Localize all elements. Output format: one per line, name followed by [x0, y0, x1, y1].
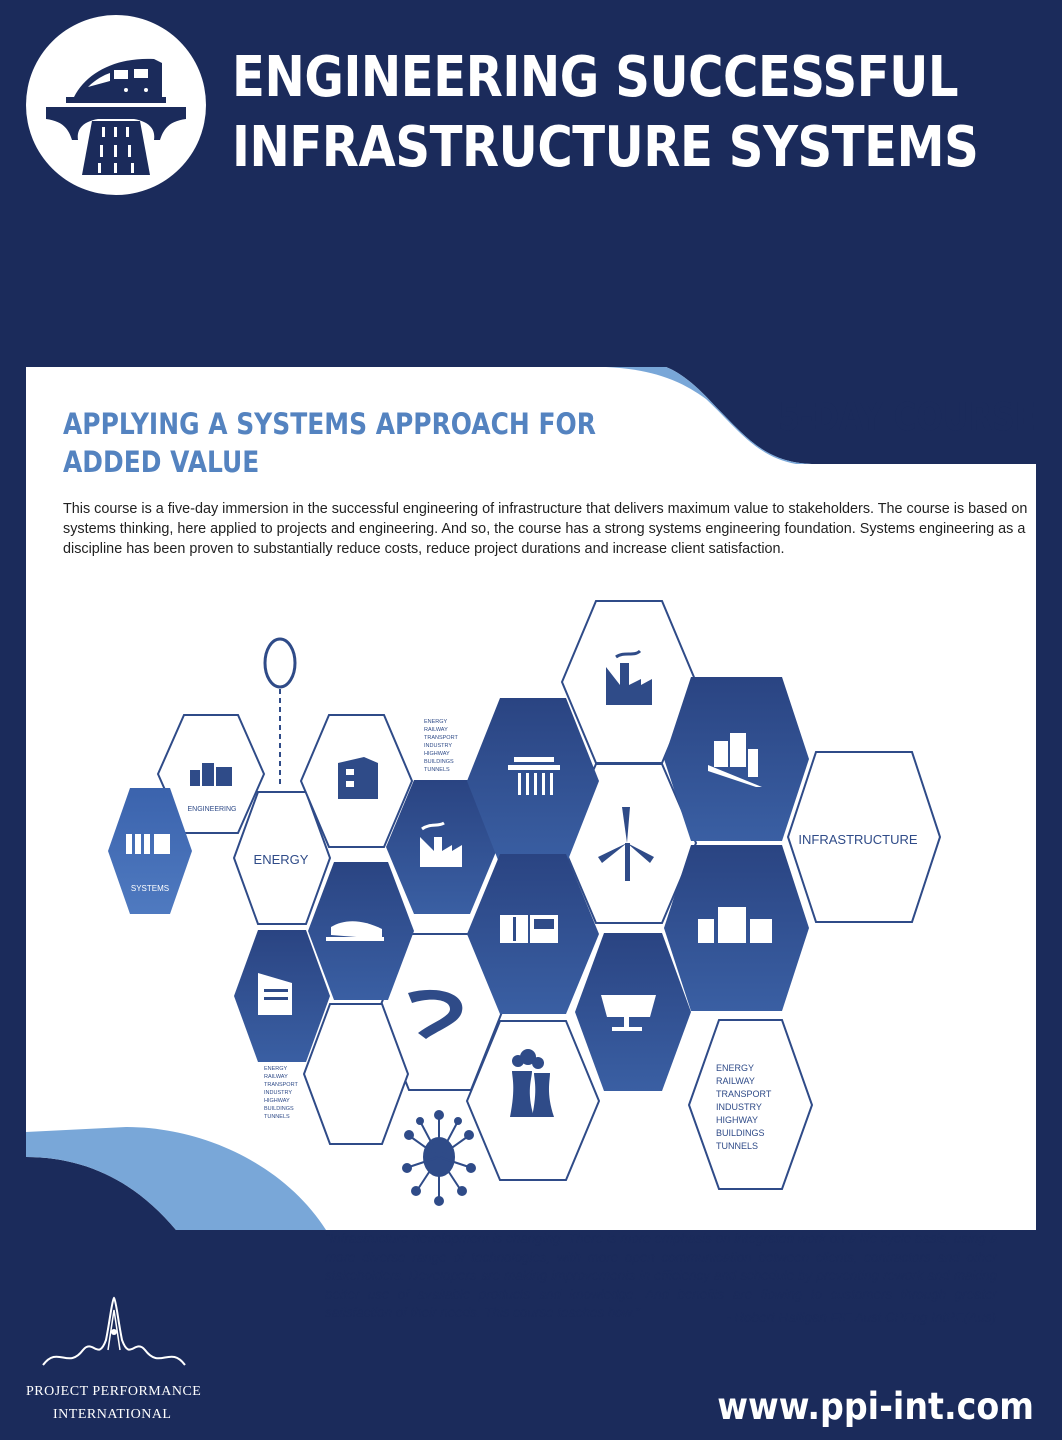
sector-item: TRANSPORT	[424, 735, 458, 741]
sector-item: TRANSPORT	[716, 1089, 772, 1099]
sector-item: BUILDINGS	[424, 759, 454, 765]
infrastructure-hexagon-diagram	[26, 367, 1036, 1230]
network-icon	[403, 1111, 475, 1205]
label-energy: ENERGY	[253, 852, 309, 867]
org-name-line-2: INTERNATIONAL	[53, 1407, 172, 1422]
course-length-label: 5-DAY COURSE	[778, 395, 1036, 439]
label-systems: SYSTEMS	[130, 884, 170, 893]
sector-list-top	[424, 719, 458, 773]
sector-item: INDUSTRY	[716, 1102, 762, 1112]
sector-item: TUNNELS	[264, 1114, 290, 1120]
building-icon	[338, 757, 378, 799]
sector-item: INDUSTRY	[424, 743, 453, 749]
sector-item: BUILDINGS	[264, 1106, 294, 1112]
sector-item: HIGHWAY	[264, 1098, 290, 1104]
sector-item: BUILDINGS	[716, 1128, 765, 1138]
sector-item: HIGHWAY	[424, 751, 450, 757]
sector-item: RAILWAY	[264, 1074, 288, 1080]
sector-item: ENERGY	[264, 1066, 288, 1072]
sector-item: RAILWAY	[716, 1076, 755, 1086]
sector-list-left	[264, 1066, 298, 1120]
sector-item: ENERGY	[424, 719, 448, 725]
label-infrastructure: INFRASTRUCTURE	[798, 832, 918, 847]
quote-author: - Robert Halligan FIE Aust CPEng IntPE(Aus)	[726, 1310, 996, 1325]
sector-item: TUNNELS	[716, 1141, 759, 1151]
sector-item: ENERGY	[716, 1063, 755, 1073]
sector-item: RAILWAY	[424, 727, 448, 733]
org-name-line-1: PROJECT PERFORMANCE	[26, 1384, 202, 1399]
content-panel	[26, 367, 1036, 1230]
website-link[interactable]: www.ppi-int.com	[717, 1385, 1034, 1428]
ppi-logo-icon	[38, 1290, 188, 1380]
sector-item: INDUSTRY	[264, 1090, 293, 1096]
logo-badge	[26, 15, 206, 195]
sector-item: TUNNELS	[424, 767, 450, 773]
testimonial-quote: “Infrastructure development is changing. There is more emphasis on integrated work on a life cycle basis, using a more diverse range of technologies, with more open communication between clients, contractors and other stakeholders. Developers are making improvements in efficiency and schedule by preventing rework and making better use of available products and knowledge. And benefits are flowing to customers through greater satisfaction of their needs. This course teaches how.”	[325, 1231, 997, 1320]
sector-item: TRANSPORT	[264, 1082, 298, 1088]
course-subtitle: APPLYING A SYSTEMS APPROACH FOR ADDED VALUE	[63, 407, 596, 479]
page-title-line-2: INFRASTRUCTURE SYSTEMS	[232, 115, 979, 180]
intro-paragraph: This course is a five-day immersion in the successful engineering of infrastructure that delivers maximum value to stakeholders. The course is based on systems thinking, here applied to projects and engineering. And so, the course has a strong systems engineering foundation. Systems engineering as a discipline has been proven to substantially reduce costs, reduce project durations and increase client satisfaction.	[63, 501, 1028, 557]
page-title-line-1: ENGINEERING SUCCESSFUL	[232, 45, 959, 110]
label-engineering: ENGINEERING	[187, 806, 237, 813]
train-on-bridge-icon	[26, 15, 206, 195]
sector-item: HIGHWAY	[716, 1115, 758, 1125]
